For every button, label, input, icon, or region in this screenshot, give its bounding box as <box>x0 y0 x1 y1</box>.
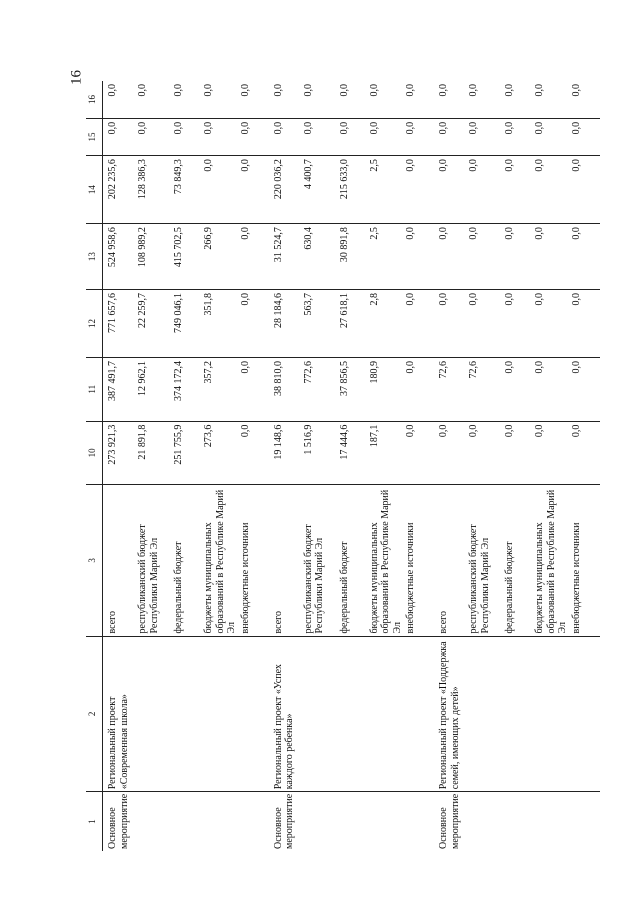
amount-cell: 38 810,0 <box>269 357 302 421</box>
amount-cell: 0,0 <box>533 357 570 421</box>
column-header: 10 <box>86 421 103 485</box>
amount-cell: 128 386,3 <box>136 156 172 224</box>
column-header: 2 <box>86 636 103 792</box>
amount-cell: 524 958,6 <box>103 224 137 290</box>
amount-cell: 0,0 <box>533 81 570 118</box>
funding-source: внебюджетные источники <box>404 485 434 636</box>
amount-cell: 0,0 <box>368 81 405 118</box>
amount-cell: 0,0 <box>202 118 239 155</box>
project-name: Региональный проект «Успех каждого ребенка» <box>269 636 302 792</box>
column-header: 14 <box>86 156 103 224</box>
amount-cell: 266,9 <box>202 224 239 290</box>
amount-cell: 0,0 <box>533 118 570 155</box>
amount-cell: 0,0 <box>533 156 570 224</box>
empty-cell <box>239 636 269 792</box>
amount-cell: 0,0 <box>434 156 467 224</box>
empty-cell <box>136 636 172 792</box>
amount-cell: 0,0 <box>467 289 503 357</box>
amount-cell: 2,5 <box>368 224 405 290</box>
project-name: Региональный проект «Современная школа» <box>103 636 137 792</box>
amount-cell: 351,8 <box>202 289 239 357</box>
column-header: 12 <box>86 289 103 357</box>
empty-cell <box>202 636 239 792</box>
table-row <box>136 81 172 851</box>
amount-cell: 220 036,2 <box>269 156 302 224</box>
amount-cell: 0,0 <box>239 118 269 155</box>
amount-cell: 0,0 <box>404 224 434 290</box>
amount-cell: 273 921,3 <box>103 421 137 485</box>
amount-cell: 0,0 <box>239 421 269 485</box>
amount-cell: 0,0 <box>434 289 467 357</box>
amount-cell: 0,0 <box>172 118 202 155</box>
amount-cell: 0,0 <box>302 118 338 155</box>
activity-type: Основное мероприятие <box>107 793 130 849</box>
table-row <box>202 81 239 851</box>
funding-source: федеральный бюджет <box>503 485 533 636</box>
amount-cell: 0,0 <box>239 224 269 290</box>
column-header: 13 <box>86 224 103 290</box>
amount-cell: 0,0 <box>503 357 533 421</box>
table-row <box>467 81 503 851</box>
amount-cell: 374 172,4 <box>172 357 202 421</box>
amount-cell: 0,0 <box>172 81 202 118</box>
amount-cell: 0,0 <box>136 81 172 118</box>
funding-source: федеральный бюджет <box>338 485 368 636</box>
amount-cell: 2,5 <box>368 156 405 224</box>
amount-cell: 72,6 <box>467 357 503 421</box>
empty-cell <box>503 636 533 792</box>
funding-source: внебюджетные источники <box>239 485 269 636</box>
amount-cell: 0,0 <box>368 118 405 155</box>
header-row <box>86 81 103 851</box>
funding-source: всего <box>103 485 137 636</box>
amount-cell: 0,0 <box>570 421 600 485</box>
amount-cell: 0,0 <box>239 156 269 224</box>
amount-cell: 180,9 <box>368 357 405 421</box>
funding-source: всего <box>269 485 302 636</box>
amount-cell: 0,0 <box>338 81 368 118</box>
amount-cell: 0,0 <box>103 81 137 118</box>
column-header: 16 <box>86 81 103 118</box>
empty-cell <box>368 636 405 792</box>
amount-cell: 0,0 <box>434 421 467 485</box>
amount-cell: 0,0 <box>338 118 368 155</box>
table-row <box>533 81 570 851</box>
funding-source: внебюджетные источники <box>570 485 600 636</box>
amount-cell: 17 444,6 <box>338 421 368 485</box>
amount-cell: 0,0 <box>202 81 239 118</box>
column-header: 1 <box>86 792 103 851</box>
amount-cell: 0,0 <box>202 156 239 224</box>
amount-cell: 0,0 <box>467 118 503 155</box>
amount-cell: 0,0 <box>503 421 533 485</box>
amount-cell: 0,0 <box>269 118 302 155</box>
amount-cell: 772,6 <box>302 357 338 421</box>
amount-cell: 771 657,6 <box>103 289 137 357</box>
activity-type: Основное мероприятие <box>272 793 295 849</box>
amount-cell: 2,8 <box>368 289 405 357</box>
funding-source: республиканский бюджет Республики Марий Эл <box>467 485 503 636</box>
empty-cell <box>404 792 434 851</box>
amount-cell: 187,1 <box>368 421 405 485</box>
amount-cell: 0,0 <box>467 224 503 290</box>
amount-cell: 0,0 <box>434 81 467 118</box>
table-row <box>503 81 533 851</box>
empty-cell <box>570 636 600 792</box>
funding-source: бюджеты муниципальных образований в Республике Марий Эл <box>533 485 570 636</box>
table-row <box>434 81 467 851</box>
amount-cell: 0,0 <box>570 81 600 118</box>
table-body <box>103 81 600 851</box>
amount-cell: 0,0 <box>467 421 503 485</box>
table-row <box>338 81 368 851</box>
amount-cell: 0,0 <box>239 357 269 421</box>
funding-source: федеральный бюджет <box>172 485 202 636</box>
amount-cell: 72,6 <box>434 357 467 421</box>
amount-cell: 357,2 <box>202 357 239 421</box>
empty-cell <box>404 636 434 792</box>
amount-cell: 30 891,8 <box>338 224 368 290</box>
amount-cell: 0,0 <box>533 224 570 290</box>
table-row <box>302 81 338 851</box>
amount-cell: 0,0 <box>239 289 269 357</box>
column-header: 11 <box>86 357 103 421</box>
amount-cell: 0,0 <box>503 81 533 118</box>
amount-cell: 1 516,9 <box>302 421 338 485</box>
amount-cell: 21 891,8 <box>136 421 172 485</box>
amount-cell: 4 400,7 <box>302 156 338 224</box>
funding-source: всего <box>434 485 467 636</box>
empty-cell <box>172 636 202 792</box>
amount-cell: 0,0 <box>467 81 503 118</box>
table-row <box>239 81 269 851</box>
rotated-table-container <box>86 81 582 851</box>
activity-type: Основное мероприятие <box>438 793 461 849</box>
amount-cell: 0,0 <box>533 421 570 485</box>
amount-cell: 0,0 <box>404 81 434 118</box>
table-row <box>570 81 600 851</box>
funding-source: бюджеты муниципальных образований в Республике Марий Эл <box>368 485 405 636</box>
amount-cell: 0,0 <box>404 118 434 155</box>
amount-cell: 0,0 <box>404 421 434 485</box>
table-row <box>172 81 202 851</box>
empty-cell <box>302 792 338 851</box>
amount-cell: 0,0 <box>404 357 434 421</box>
amount-cell: 0,0 <box>467 156 503 224</box>
column-header: 3 <box>86 485 103 636</box>
amount-cell: 0,0 <box>239 81 269 118</box>
empty-cell <box>239 792 269 851</box>
amount-cell: 0,0 <box>570 118 600 155</box>
amount-cell: 0,0 <box>136 118 172 155</box>
funding-source: республиканский бюджет Республики Марий Эл <box>302 485 338 636</box>
project-name: Региональный проект «Поддержка семей, имеющих детей» <box>434 636 467 792</box>
amount-cell: 630,4 <box>302 224 338 290</box>
amount-cell: 749 046,1 <box>172 289 202 357</box>
table-row <box>269 81 302 851</box>
empty-cell <box>467 636 503 792</box>
amount-cell: 28 184,6 <box>269 289 302 357</box>
funding-source: республиканский бюджет Республики Марий Эл <box>136 485 172 636</box>
amount-cell: 31 524,7 <box>269 224 302 290</box>
table-row <box>404 81 434 851</box>
empty-cell <box>338 792 368 851</box>
amount-cell: 0,0 <box>503 118 533 155</box>
amount-cell: 0,0 <box>404 289 434 357</box>
page-number: 16 <box>68 70 85 85</box>
empty-cell <box>202 792 239 851</box>
amount-cell: 0,0 <box>533 289 570 357</box>
amount-cell: 251 755,9 <box>172 421 202 485</box>
amount-cell: 387 491,7 <box>103 357 137 421</box>
amount-cell: 37 856,5 <box>338 357 368 421</box>
amount-cell: 415 702,5 <box>172 224 202 290</box>
amount-cell: 12 962,1 <box>136 357 172 421</box>
amount-cell: 0,0 <box>570 156 600 224</box>
amount-cell: 0,0 <box>103 118 137 155</box>
amount-cell: 202 235,6 <box>103 156 137 224</box>
empty-cell <box>533 792 570 851</box>
empty-cell <box>136 792 172 851</box>
amount-cell: 215 633,0 <box>338 156 368 224</box>
amount-cell: 22 259,7 <box>136 289 172 357</box>
empty-cell <box>368 792 405 851</box>
amount-cell: 0,0 <box>570 224 600 290</box>
table-row <box>368 81 405 851</box>
table-row <box>103 81 137 851</box>
amount-cell: 27 618,1 <box>338 289 368 357</box>
amount-cell: 108 989,2 <box>136 224 172 290</box>
amount-cell: 0,0 <box>503 156 533 224</box>
amount-cell: 0,0 <box>503 224 533 290</box>
amount-cell: 563,7 <box>302 289 338 357</box>
amount-cell: 0,0 <box>503 289 533 357</box>
amount-cell: 0,0 <box>570 357 600 421</box>
empty-cell <box>503 792 533 851</box>
empty-cell <box>172 792 202 851</box>
amount-cell: 0,0 <box>434 118 467 155</box>
empty-cell <box>302 636 338 792</box>
empty-cell <box>570 792 600 851</box>
amount-cell: 0,0 <box>570 289 600 357</box>
amount-cell: 73 849,3 <box>172 156 202 224</box>
funding-source: бюджеты муниципальных образований в Республике Марий Эл <box>202 485 239 636</box>
column-header: 15 <box>86 118 103 155</box>
empty-cell <box>533 636 570 792</box>
amount-cell: 273,6 <box>202 421 239 485</box>
amount-cell: 0,0 <box>434 224 467 290</box>
budget-table <box>86 81 600 851</box>
amount-cell: 0,0 <box>269 81 302 118</box>
empty-cell <box>338 636 368 792</box>
amount-cell: 0,0 <box>302 81 338 118</box>
amount-cell: 19 148,6 <box>269 421 302 485</box>
amount-cell: 0,0 <box>404 156 434 224</box>
empty-cell <box>467 792 503 851</box>
